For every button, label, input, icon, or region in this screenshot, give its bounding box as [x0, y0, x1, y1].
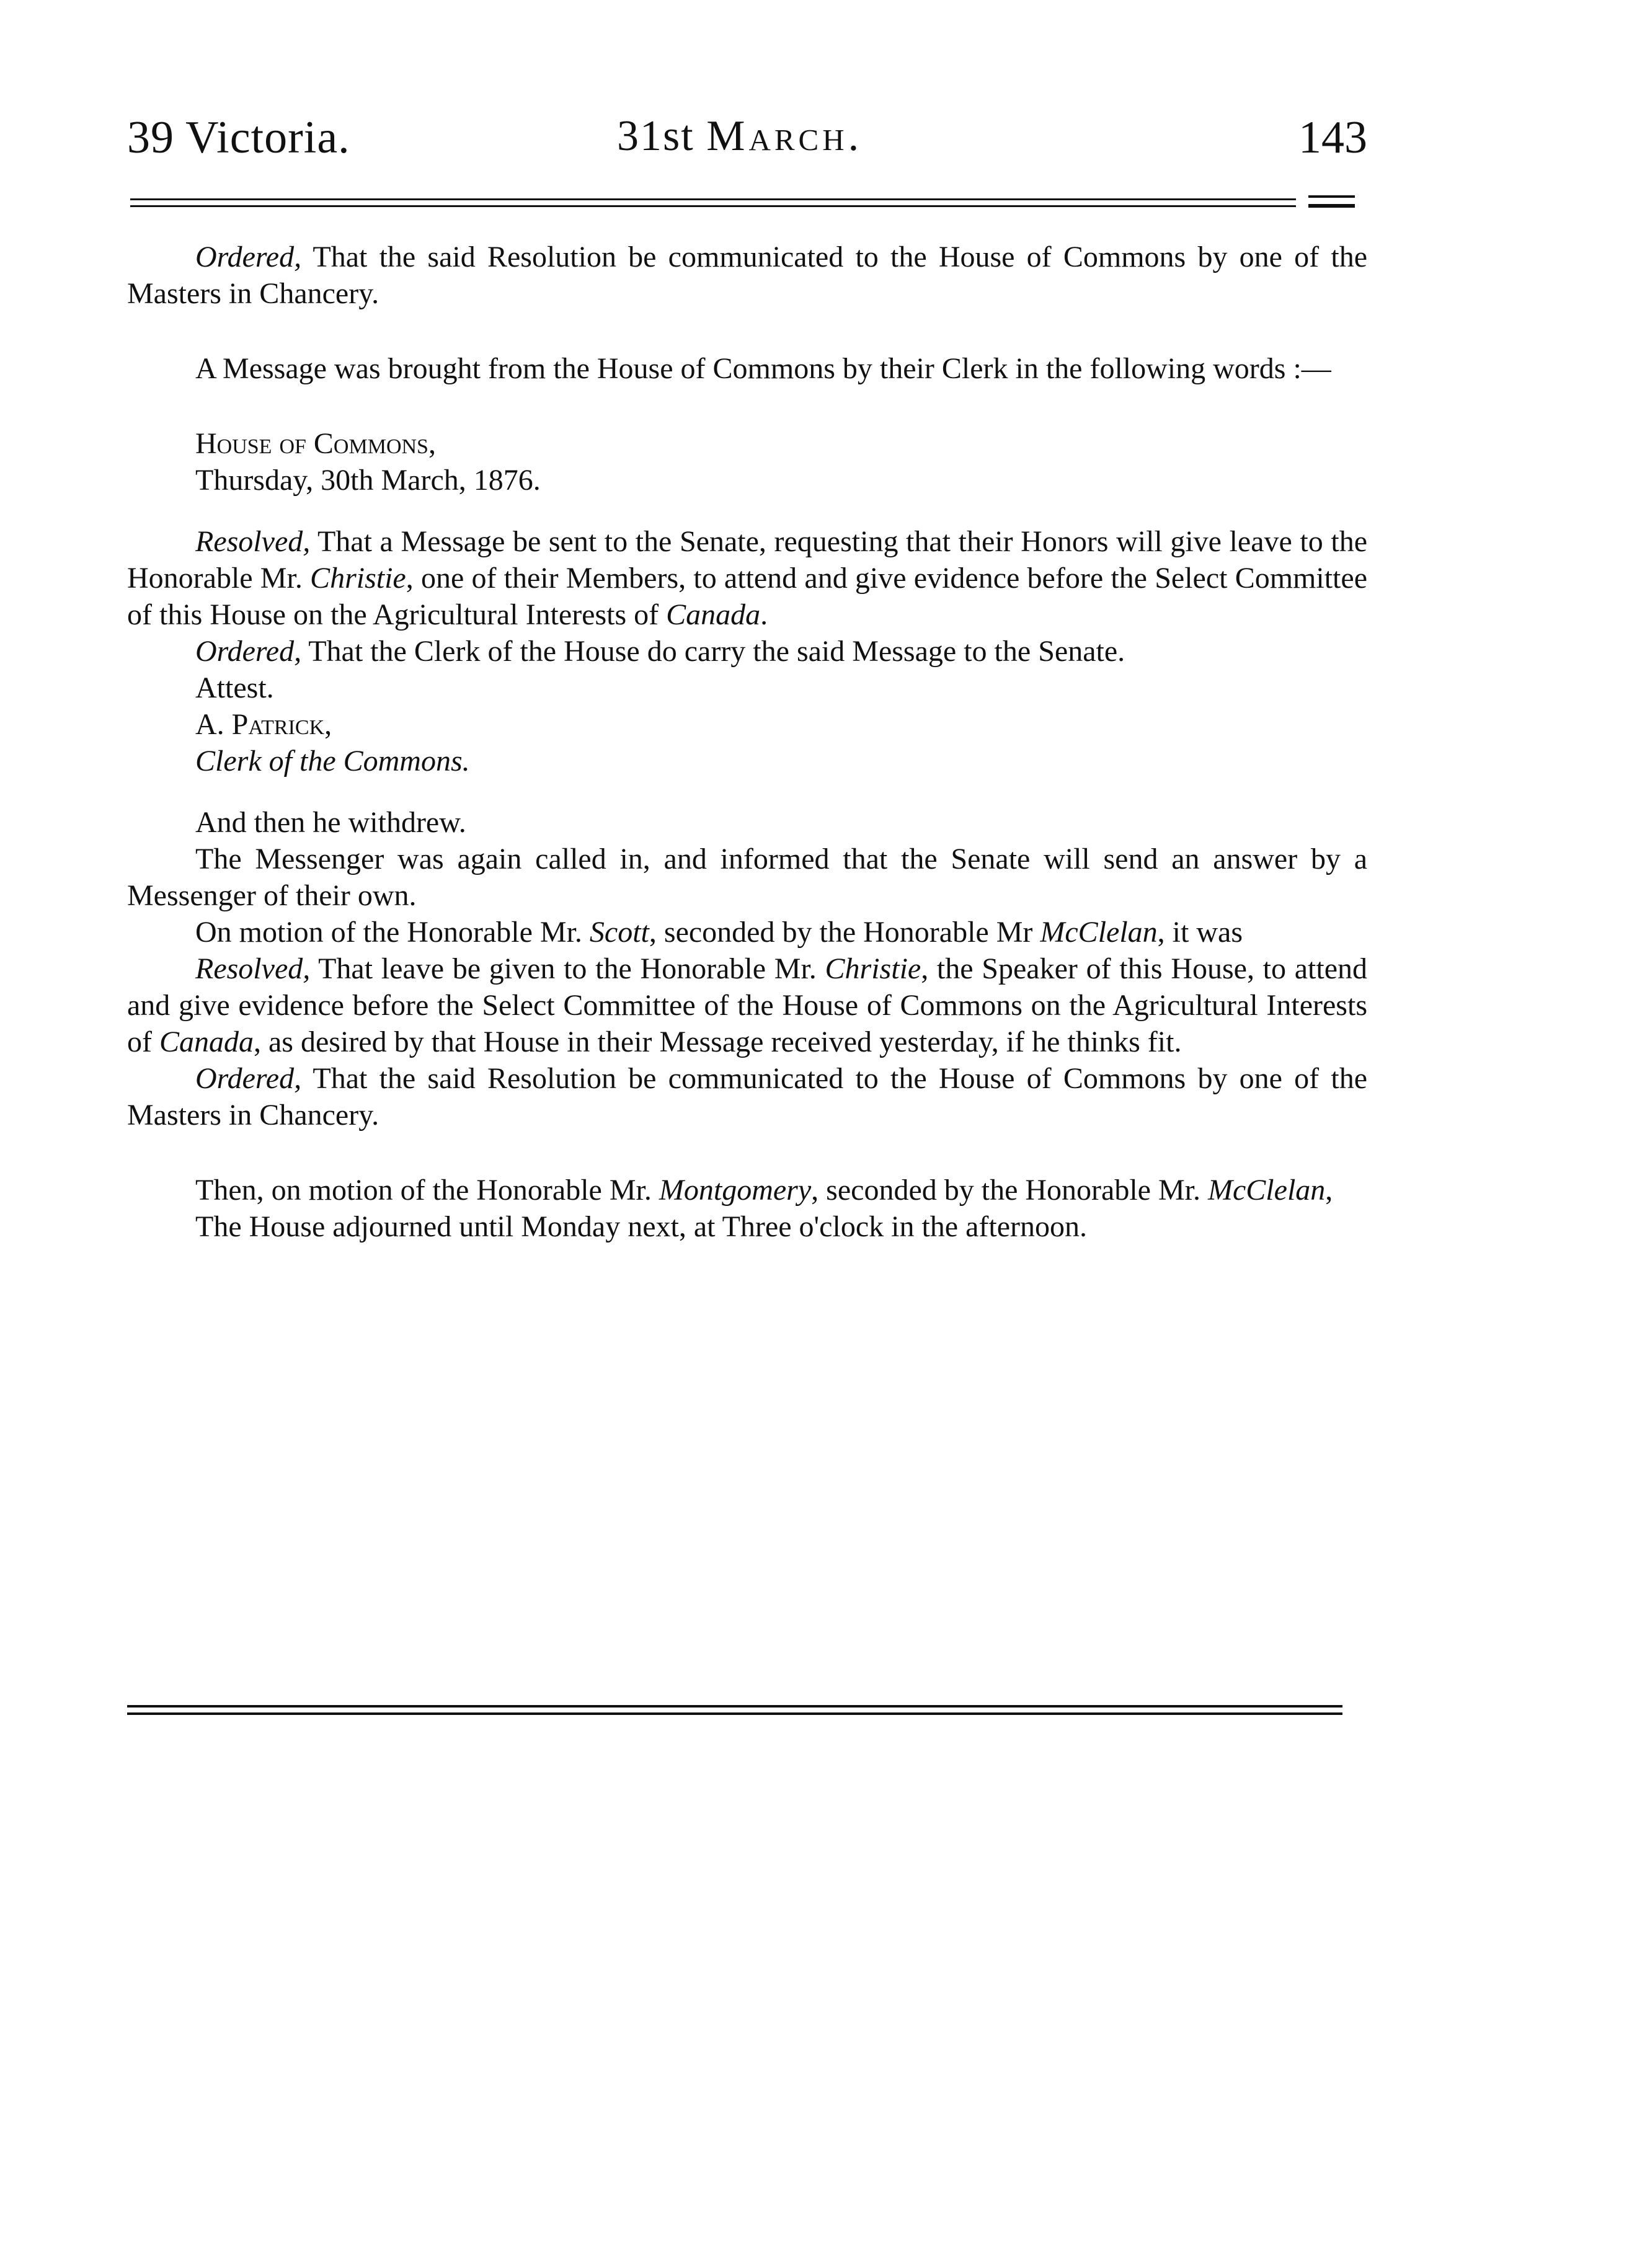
paragraph-text: , [1325, 1174, 1333, 1207]
signature-title-text: Clerk of the Commons. [195, 745, 470, 777]
page-number: 143 [1298, 112, 1367, 163]
signature-name [127, 706, 1367, 743]
paragraph-text: , as desired by that House in their Message received yesterday, if he thinks fit. [254, 1025, 1182, 1058]
paragraph-text: And then he withdrew. [195, 806, 466, 839]
paragraph-text: Then, on motion of the Honorable Mr. [195, 1174, 659, 1207]
date-day: 31st [617, 112, 694, 160]
paragraph-text: The House adjourned until Monday next, at Three o'clock in the afternoon. [195, 1210, 1088, 1243]
paragraph-text: That the Clerk of the House do carry the said Message to the Senate. [301, 635, 1125, 668]
page-date [617, 112, 863, 161]
signature-name-text: A. Patrick, [195, 708, 332, 741]
person-name: Montgomery [659, 1174, 812, 1207]
paragraph-text: A Message was brought from the House of Commons by their Clerk in the following words :— [195, 352, 1331, 385]
paragraph-ordered-2 [127, 633, 1367, 670]
paragraph-text: That a Message be sent to the Senate, requesting that their Honors will give leave to the Honorable Mr. [127, 525, 1367, 595]
person-name: Christie [825, 952, 921, 985]
paragraph-resolved-1 [127, 523, 1367, 633]
place-name: Canada [666, 598, 761, 631]
attest-text: Attest. [195, 671, 274, 704]
session-label: 39 Victoria. [127, 112, 350, 163]
paragraph-message [127, 350, 1367, 387]
paragraph-text: , seconded by the Honorable Mr. [811, 1174, 1208, 1207]
paragraph-text: , it was [1157, 916, 1243, 949]
running-head [127, 112, 1367, 180]
message-date [127, 462, 1367, 498]
attest-line [127, 670, 1367, 706]
person-name: Christie [310, 562, 406, 595]
lead-word: Resolved, [195, 525, 311, 558]
paragraph-text: , seconded by the Honorable Mr [649, 916, 1040, 949]
paragraph-motion-2 [127, 1172, 1367, 1208]
paragraph-text: , one of their Members, to attend and give evidence before the Select Committee of this House on the Agricultural Interests of [127, 562, 1367, 631]
signature-title [127, 743, 1367, 779]
journal-body [127, 239, 1367, 1245]
paragraph-withdrew [127, 804, 1367, 841]
paragraph-text: That leave be given to the Honorable Mr. [310, 952, 825, 985]
paragraph-ordered-3 [127, 1060, 1367, 1133]
message-house-text: House of Commons, [195, 427, 436, 460]
paragraph-text: , the Speaker of this House, to attend and give evidence before the Select Committee of the House of Commons on the Agricultural Interests of [127, 952, 1368, 1058]
person-name: Scott [589, 916, 649, 949]
paragraph-text: On motion of the Honorable Mr. [195, 916, 590, 949]
footer-double-rule [127, 1705, 1342, 1715]
lead-word: Ordered, [195, 635, 302, 668]
lead-word: Ordered, [195, 1062, 302, 1095]
place-name: Canada [159, 1025, 254, 1058]
header-double-rule [130, 198, 1296, 207]
person-name: McClelan [1040, 916, 1158, 949]
paragraph-motion-1 [127, 914, 1367, 950]
header-rule-mark [1308, 195, 1355, 208]
lead-word: Ordered, [195, 241, 302, 273]
paragraph-text: . [760, 598, 768, 631]
message-house [127, 425, 1367, 462]
paragraph-text: That the said Resolution be communicated to the House of Commons by one of the Masters in Chancery. [127, 1062, 1367, 1132]
lead-word: Resolved, [195, 952, 311, 985]
date-month: March. [706, 112, 863, 160]
message-date-text: Thursday, 30th March, 1876. [195, 464, 541, 497]
paragraph-ordered-1 [127, 239, 1367, 312]
paragraph-adjourned [127, 1208, 1367, 1245]
paragraph-resolved-2 [127, 950, 1367, 1060]
paragraph-text: That the said Resolution be communicated to the House of Commons by one of the Masters in Chancery. [127, 241, 1367, 310]
paragraph-text: The Messenger was again called in, and informed that the Senate will send an answer by a Messenger of their own. [127, 843, 1367, 912]
paragraph-messenger [127, 841, 1367, 914]
person-name: McClelan [1208, 1174, 1326, 1207]
